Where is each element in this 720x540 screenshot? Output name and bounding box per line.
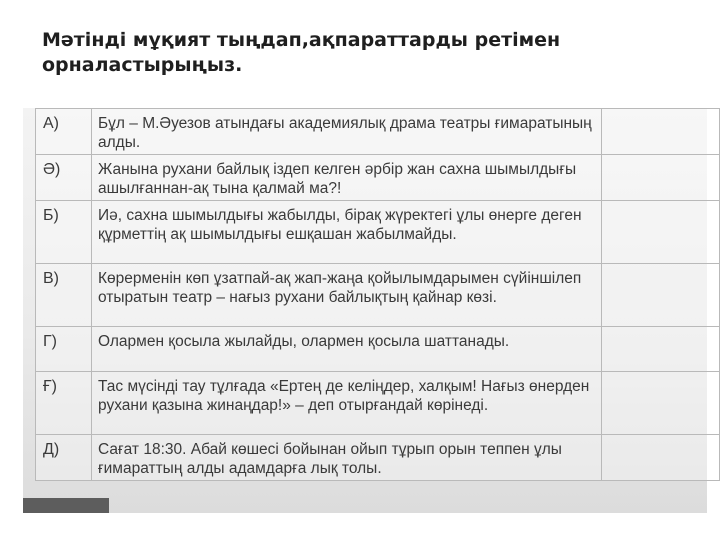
row-letter: Ә) bbox=[36, 155, 92, 201]
row-letter: Д) bbox=[36, 435, 92, 481]
row-sentence: Көрерменін көп ұзатпай-ақ жап-жаңа қойылымдарымен сүйіншілеп отыратын театр – нағыз рухани байлықтың қайнар көзі. bbox=[92, 264, 602, 327]
table-row bbox=[36, 435, 720, 481]
sentences-table-panel bbox=[23, 108, 707, 513]
answer-cell[interactable] bbox=[602, 327, 720, 372]
answer-cell[interactable] bbox=[602, 264, 720, 327]
row-sentence: Жанына рухани байлық іздеп келген әрбір жан сахна шымылдығы ашылғаннан-ақ тына қалмай ма?! bbox=[92, 155, 602, 201]
row-letter: Г) bbox=[36, 327, 92, 372]
table-row bbox=[36, 372, 720, 435]
row-sentence: Олармен қосыла жылайды, олармен қосыла шаттанады. bbox=[92, 327, 602, 372]
answer-cell[interactable] bbox=[602, 109, 720, 155]
row-letter: А) bbox=[36, 109, 92, 155]
table-row bbox=[36, 155, 720, 201]
table-row bbox=[36, 327, 720, 372]
table-row bbox=[36, 109, 720, 155]
sentences-table bbox=[35, 108, 720, 481]
answer-cell[interactable] bbox=[602, 372, 720, 435]
answer-cell[interactable] bbox=[602, 155, 720, 201]
watermark-badge bbox=[23, 498, 109, 513]
row-letter: Б) bbox=[36, 201, 92, 264]
table-row bbox=[36, 264, 720, 327]
row-sentence: Тас мүсінді тау тұлғада «Ертең де келіңдер, халқым! Нағыз өнерден рухани қазына жинаңдар!» – деп отырғандай көрінеді. bbox=[92, 372, 602, 435]
answer-cell[interactable] bbox=[602, 201, 720, 264]
row-sentence: Иә, сахна шымылдығы жабылды, бірақ жүректегі ұлы өнерге деген құрметтің ақ шымылдығы ешқашан жабылмайды. bbox=[92, 201, 602, 264]
row-sentence: Сағат 18:30. Абай көшесі бойынан ойып тұрып орын теппен ұлы ғимараттың алды адамдарға лық толы. bbox=[92, 435, 602, 481]
answer-cell[interactable] bbox=[602, 435, 720, 481]
table-row bbox=[36, 201, 720, 264]
row-letter: В) bbox=[36, 264, 92, 327]
row-sentence: Бұл – М.Әуезов атындағы академиялық драма театры ғимаратының алды. bbox=[92, 109, 602, 155]
page-title: Мәтінді мұқият тыңдап,ақпараттарды ретімен орналастырыңыз. bbox=[42, 29, 561, 76]
row-letter: Ғ) bbox=[36, 372, 92, 435]
